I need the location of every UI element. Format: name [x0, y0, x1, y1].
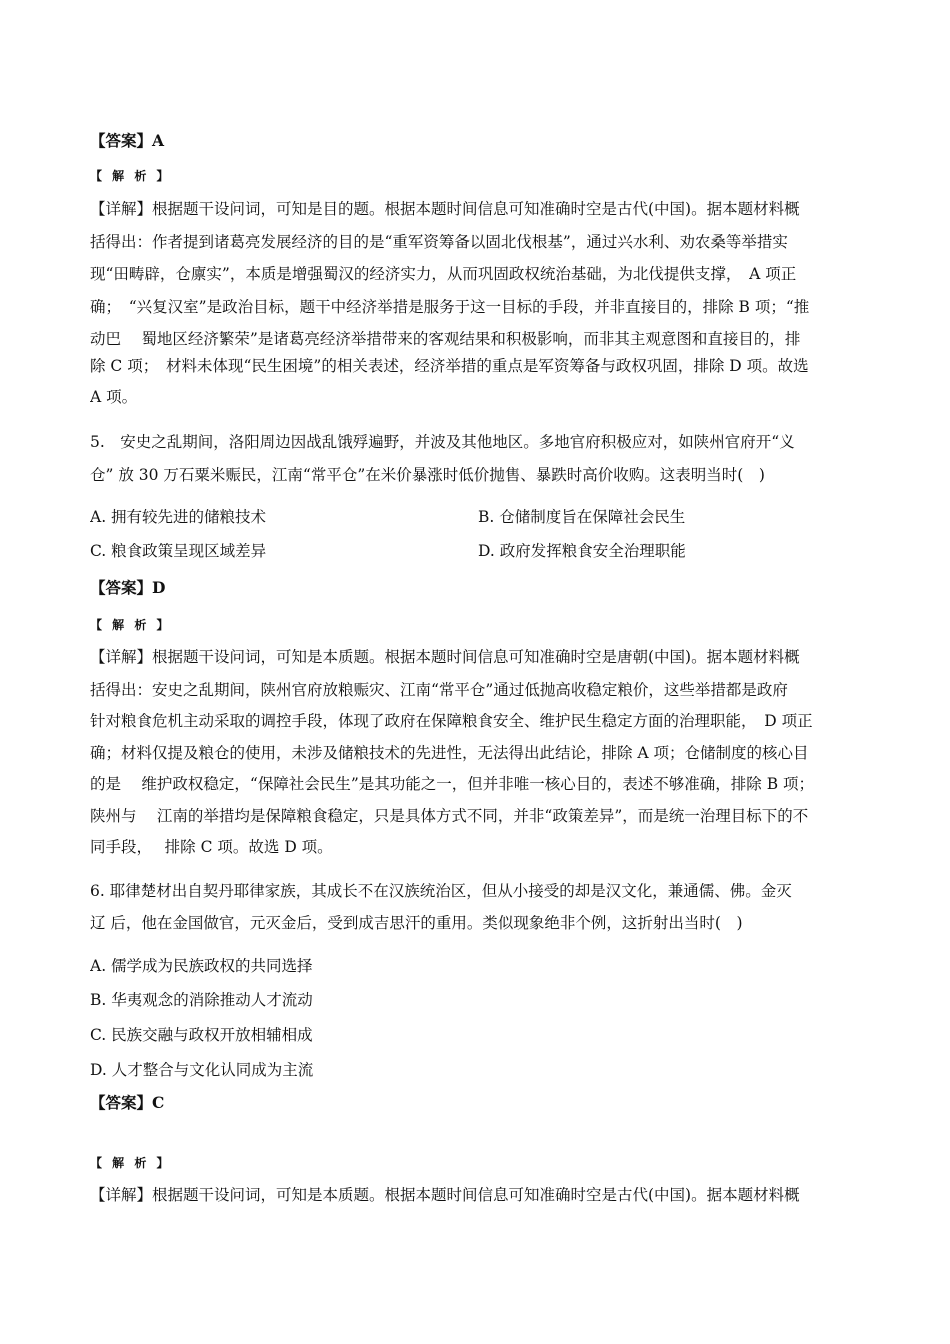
q6-option-b[interactable]: B. 华夷观念的消除推动人才流动	[90, 991, 313, 1009]
q5-detail-line: 【详解】根据题干设问词，可知是本质题。根据本题时间信息可知准确时空是唐朝(中国)。据本题材料概	[90, 648, 800, 666]
q5-detail-line: 的是 维护政权稳定，“保障社会民生”是其功能之一，但并非唯一核心目的，表述不够准确，排除 B 项；	[90, 775, 815, 793]
q6-answer: 【答案】C	[90, 1093, 165, 1112]
q5-stem-line: 仓” 放 30 万石粟米赈民，江南“常平仓”在米价暴涨时低价抛售、暴跌时高价收购。这表明当时( )	[90, 466, 765, 484]
q5-detail-line: 确；材料仅提及粮仓的使用，未涉及储粮技术的先进性，无法得出此结论，排除 A 项；仓储制度的核心目	[90, 744, 809, 762]
q5-stem-line: 5. 安史之乱期间，洛阳周边因战乱饿殍遍野，并波及其他地区。多地官府积极应对，如陕州官府开“义	[90, 433, 795, 451]
q5-detail-line: 括得出：安史之乱期间，陕州官府放粮赈灾、江南“常平仓”通过低抛高收稳定粮价，这些举措都是政府	[90, 681, 788, 699]
q5-option-a[interactable]: A. 拥有较先进的储粮技术	[90, 508, 267, 526]
q4-detail-line: 现“田畴辟，仓廪实”，本质是增强蜀汉的经济实力，从而巩固政权统治基础，为北伐提供支撑， A 项正	[90, 265, 797, 283]
q4-detail-line: 括得出：作者提到诸葛亮发展经济的目的是“重军资筹备以固北伐根基”，通过兴水利、劝农桑等举措实	[90, 233, 788, 251]
q6-option-d[interactable]: D. 人才整合与文化认同成为主流	[90, 1061, 314, 1079]
q5-option-d[interactable]: D. 政府发挥粮食安全治理职能	[478, 542, 686, 560]
q5-detail-line: 同手段， 排除 C 项。故选 D 项。	[90, 838, 333, 856]
q6-analysis-label: 【 解 析 】	[90, 1156, 172, 1170]
q6-stem-line: 6. 耶律楚材出自契丹耶律家族，其成长不在汉族统治区，但从小接受的却是汉文化，兼通儒、佛。金灭	[90, 882, 792, 900]
q5-answer: 【答案】D	[90, 578, 166, 597]
q4-answer: 【答案】A	[90, 131, 165, 150]
q4-analysis-label: 【 解 析 】	[90, 169, 172, 183]
q6-stem-line: 辽 后，他在金国做官，元灭金后，受到成吉思汗的重用。类似现象绝非个例，这折射出当时( )	[90, 914, 743, 932]
q6-detail-line: 【详解】根据题干设问词，可知是本质题。根据本题时间信息可知准确时空是古代(中国)。据本题材料概	[90, 1186, 800, 1204]
q6-option-c[interactable]: C. 民族交融与政权开放相辅相成	[90, 1026, 313, 1044]
q4-detail-line: 动巴 蜀地区经济繁荣”是诸葛亮经济举措带来的客观结果和积极影响，而非其主观意图和直接目的，排	[90, 330, 801, 348]
q5-detail-line: 针对粮食危机主动采取的调控手段，体现了政府在保障粮食安全、维护民生稳定方面的治理职能， D 项正	[90, 712, 813, 730]
q4-detail-line: 【详解】根据题干设问词，可知是目的题。根据本题时间信息可知准确时空是古代(中国)。据本题材料概	[90, 200, 800, 218]
q4-detail-line: 除 C 项； 材料未体现“民生困境”的相关表述，经济举措的重点是军资筹备与政权巩固，排除 D 项。故选	[90, 357, 809, 375]
q5-option-c[interactable]: C. 粮食政策呈现区域差异	[90, 542, 267, 560]
q4-detail-line: 确； “兴复汉室”是政治目标，题干中经济举措是服务于这一目标的手段，并非直接目的，排除 B 项；“推	[90, 298, 810, 316]
q5-detail-line: 陕州与 江南的举措均是保障粮食稳定，只是具体方式不同，并非“政策差异”，而是统一治理目标下的不	[90, 807, 809, 825]
q5-analysis-label: 【 解 析 】	[90, 618, 172, 632]
q5-option-b[interactable]: B. 仓储制度旨在保障社会民生	[478, 508, 686, 526]
q6-option-a[interactable]: A. 儒学成为民族政权的共同选择	[90, 957, 313, 975]
q4-detail-line: A 项。	[90, 388, 138, 406]
